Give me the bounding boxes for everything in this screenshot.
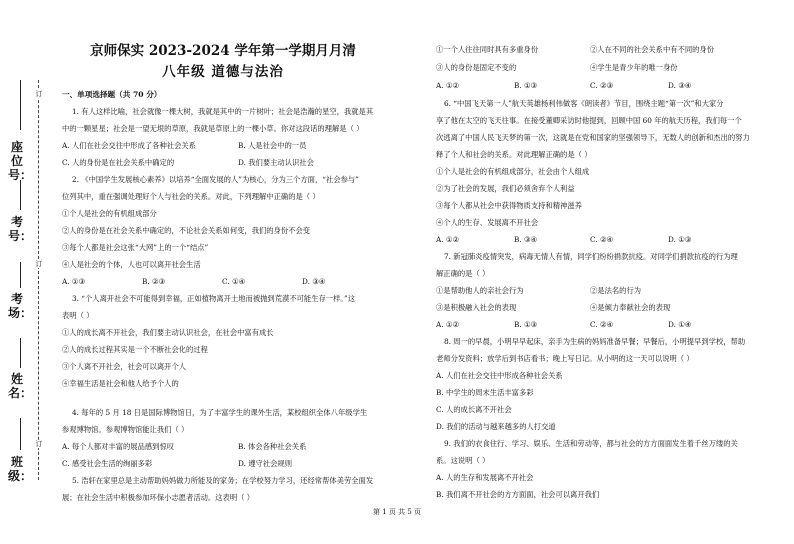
statement: ①个人是社会的有机组成部分，社会由个人组成 xyxy=(436,167,590,176)
option-b: B. 我们离不开社会的方方面面，社会可以离开我们 xyxy=(436,490,600,499)
option-c: C. ②④ xyxy=(590,235,614,244)
statement: ④人是社会的个体，人也可以离开社会生活 xyxy=(62,260,201,269)
question-text: 次逃离了中国人民飞天梦的第一次，这就是在党和国家的坚强领导下，无数人的创新和杰出的努力 xyxy=(436,133,750,142)
option-d: D. ①③ xyxy=(668,235,692,244)
option-c: C. ①④ xyxy=(222,277,246,286)
question-text: 8. 周一的早晨，小明早早起床，亲手为生病的妈妈准备早餐；早餐后，小明提早到学校，帮助 xyxy=(444,337,746,346)
field-line xyxy=(20,80,21,130)
statement: ①一个人往往同时具有多重身份 xyxy=(436,45,539,54)
statement: ②人的成长过程其实是一个不断社会化的过程 xyxy=(62,345,208,354)
question-text: 老师分发资料；放学后到书店看书；晚上写日记。从小明的这一天可以说明（ ） xyxy=(436,354,694,363)
statement: ④学生是青少年的唯一身份 xyxy=(590,63,678,72)
option-c: C. 感受社会生活的绚丽多彩 xyxy=(62,459,153,468)
statement: ④个人的生存、发展离不开社会 xyxy=(436,218,539,227)
option-b: B. 中学生的周末生活丰富多彩 xyxy=(436,388,534,397)
option-c: C. ②④ xyxy=(590,320,614,329)
statement: ②为了社会的发展，我们必须舍弃个人利益 xyxy=(436,184,575,193)
option-b: B. ③④ xyxy=(514,235,538,244)
statement: ①人的成长离不开社会，我们要主动认识社会，在社会中富有成长 xyxy=(62,328,274,337)
cut-line xyxy=(38,80,39,480)
option-a: A. ①③ xyxy=(62,277,85,286)
question-text: 释了个人和社会的关系。对此理解正确的是（ ） xyxy=(436,150,592,159)
page-footer: 第 1 页 共 5 页 xyxy=(372,508,422,516)
question-text: 6. “中国飞天第一人”航天英雄杨利伟做客《朗读者》节目，围绕主题“第一次”和大家分 xyxy=(444,99,724,108)
option-b: B. ②③ xyxy=(142,277,166,286)
cut-mark: 订 xyxy=(33,260,45,268)
question-text: 中的一颗星星；社会是一望无垠的草原，我就是草原上的一棵小草。你对这段话的理解是（ ） xyxy=(62,124,364,133)
question-text: 展；在社会生活中积极参加环保小志愿者活动。这表明（ ） xyxy=(62,493,255,502)
question-text: 解正确的是（ ） xyxy=(436,269,490,278)
section-heading: 一、单项选择题（共 70 分） xyxy=(62,90,162,99)
statement: ④幸福生活是社会和他人给予个人的 xyxy=(62,379,179,388)
exam-room-label: 考场： xyxy=(8,292,33,320)
question-text: 9. 我们的衣食住行、学习、娱乐、生活和劳动等，都与社会的方方面面发生着千丝万缕的关 xyxy=(444,439,738,448)
question-text: 7. 新冠肺炎疫情突发，病毒无情人有情，同学们纷纷捐款抗疫。对同学们捐款抗疫的行为理 xyxy=(444,252,738,261)
option-d: D. ③④ xyxy=(668,81,692,90)
question-text: 2. 《中国学生发展核心素养》以培养“全面发展的人”为核心，分为三个方面，“社会参与” xyxy=(72,175,359,184)
seat-number-label: 座位号： xyxy=(8,140,33,182)
option-b: B. ①③ xyxy=(514,320,538,329)
option-d: D. ③④ xyxy=(302,277,326,286)
option-c: C. 人的成长离不开社会 xyxy=(436,405,512,414)
option-a: A. 人的生存和发展离不开社会 xyxy=(436,473,534,482)
question-text: 参观博物馆。参观博物馆能让我们（ ） xyxy=(62,425,189,434)
option-b: B. ①③ xyxy=(514,81,538,90)
statement: ③人的身份是固定不变的 xyxy=(436,63,517,72)
exam-number-label: 考号： xyxy=(8,215,33,243)
name-label: 姓名： xyxy=(8,372,33,400)
option-d: D. 遵守社会规则 xyxy=(238,459,293,468)
field-line xyxy=(20,338,21,368)
field-line xyxy=(20,180,21,210)
field-line xyxy=(20,262,21,288)
question-text: 5. 浩轩在家里总是主动帮助妈妈做力所能及的家务；在学校努力学习，还经常帮体美劳全面发 xyxy=(72,476,374,485)
option-a: A. ①② xyxy=(436,320,459,329)
option-a: A. ①② xyxy=(436,235,459,244)
option-d: D. 我们要主动认识社会 xyxy=(238,158,314,167)
option-a: A. 人们在社会交往中形成各种社会关系 xyxy=(436,371,563,380)
option-c: C. 人的身份是在社会关系中确定的 xyxy=(62,158,175,167)
question-text: 系。这说明（ ） xyxy=(436,456,490,465)
statement: ③每个人都从社会中获得物质支持和精神滋养 xyxy=(436,201,582,210)
option-a: A. 每个人都对丰富的展品感到惊叹 xyxy=(62,442,175,451)
field-line xyxy=(20,418,21,450)
statement: ①个人是社会的有机组成部分 xyxy=(62,209,157,218)
option-d: D. 我们的活动与越来越多的人打交道 xyxy=(436,422,556,431)
exam-subtitle: 八年级 道德与法治 xyxy=(162,64,284,80)
option-b: B. 人是社会中的一员 xyxy=(238,141,307,150)
statement: ④是倾力奉献社会的表现 xyxy=(590,303,671,312)
question-text: 4. 每年的 5 月 18 日是国际博物馆日，为了丰富学生的课外生活，某校组织全体八年级学生 xyxy=(72,408,368,417)
question-text: 表明（ ） xyxy=(62,311,94,320)
statement: ③是积极融入社会的表现 xyxy=(436,303,517,312)
statement: ②人的身份是在社会关系中确定的，不论社会关系如何变，我们的身份不会变 xyxy=(62,226,311,235)
option-a: A. 人们在社会交往中形成了各种社会关系 xyxy=(62,141,196,150)
option-b: B. 体会各种社会关系 xyxy=(238,442,307,451)
option-d: D. ①④ xyxy=(668,320,692,329)
statement: ②是法名的行为 xyxy=(590,286,642,295)
class-label: 班级： xyxy=(8,455,33,483)
cut-mark: 订 xyxy=(33,90,45,98)
statement: ②人在不同的社会关系中有不同的身份 xyxy=(590,45,715,54)
question-text: 享了他在太空的飞天往事。在接受董卿采访时他提到，回顾中国 60 年的航天历程，我们每一个 xyxy=(436,116,742,125)
question-text: 1. 有人这样比喻，社会就像一棵大树，我就是其中的一片树叶；社会是浩瀚的星空，我就是其 xyxy=(72,107,374,116)
statement: ③个人离不开社会，社会可以离开个人 xyxy=(62,362,187,371)
cut-mark: 订 xyxy=(33,440,45,448)
exam-title: 京师保实 2023-2024 学年第一学期月月清 xyxy=(90,43,356,59)
binding-margin xyxy=(0,0,52,544)
option-c: C. ②③ xyxy=(590,81,614,90)
statement: ③每个人都是社会这张“大网”上的一个“结点” xyxy=(62,243,209,252)
question-text: 3. “个人离开社会不可能得到幸福，正如植物离开土地而被抛到荒漠不可能生存一样。”这 xyxy=(72,294,356,303)
statement: ①是帮助他人的亲社会行为 xyxy=(436,286,524,295)
question-text: 位列其中，重在强调处理好个人与社会的关系。对此，下列理解中正确的是（ ） xyxy=(62,192,320,201)
option-a: A. ①② xyxy=(436,81,459,90)
